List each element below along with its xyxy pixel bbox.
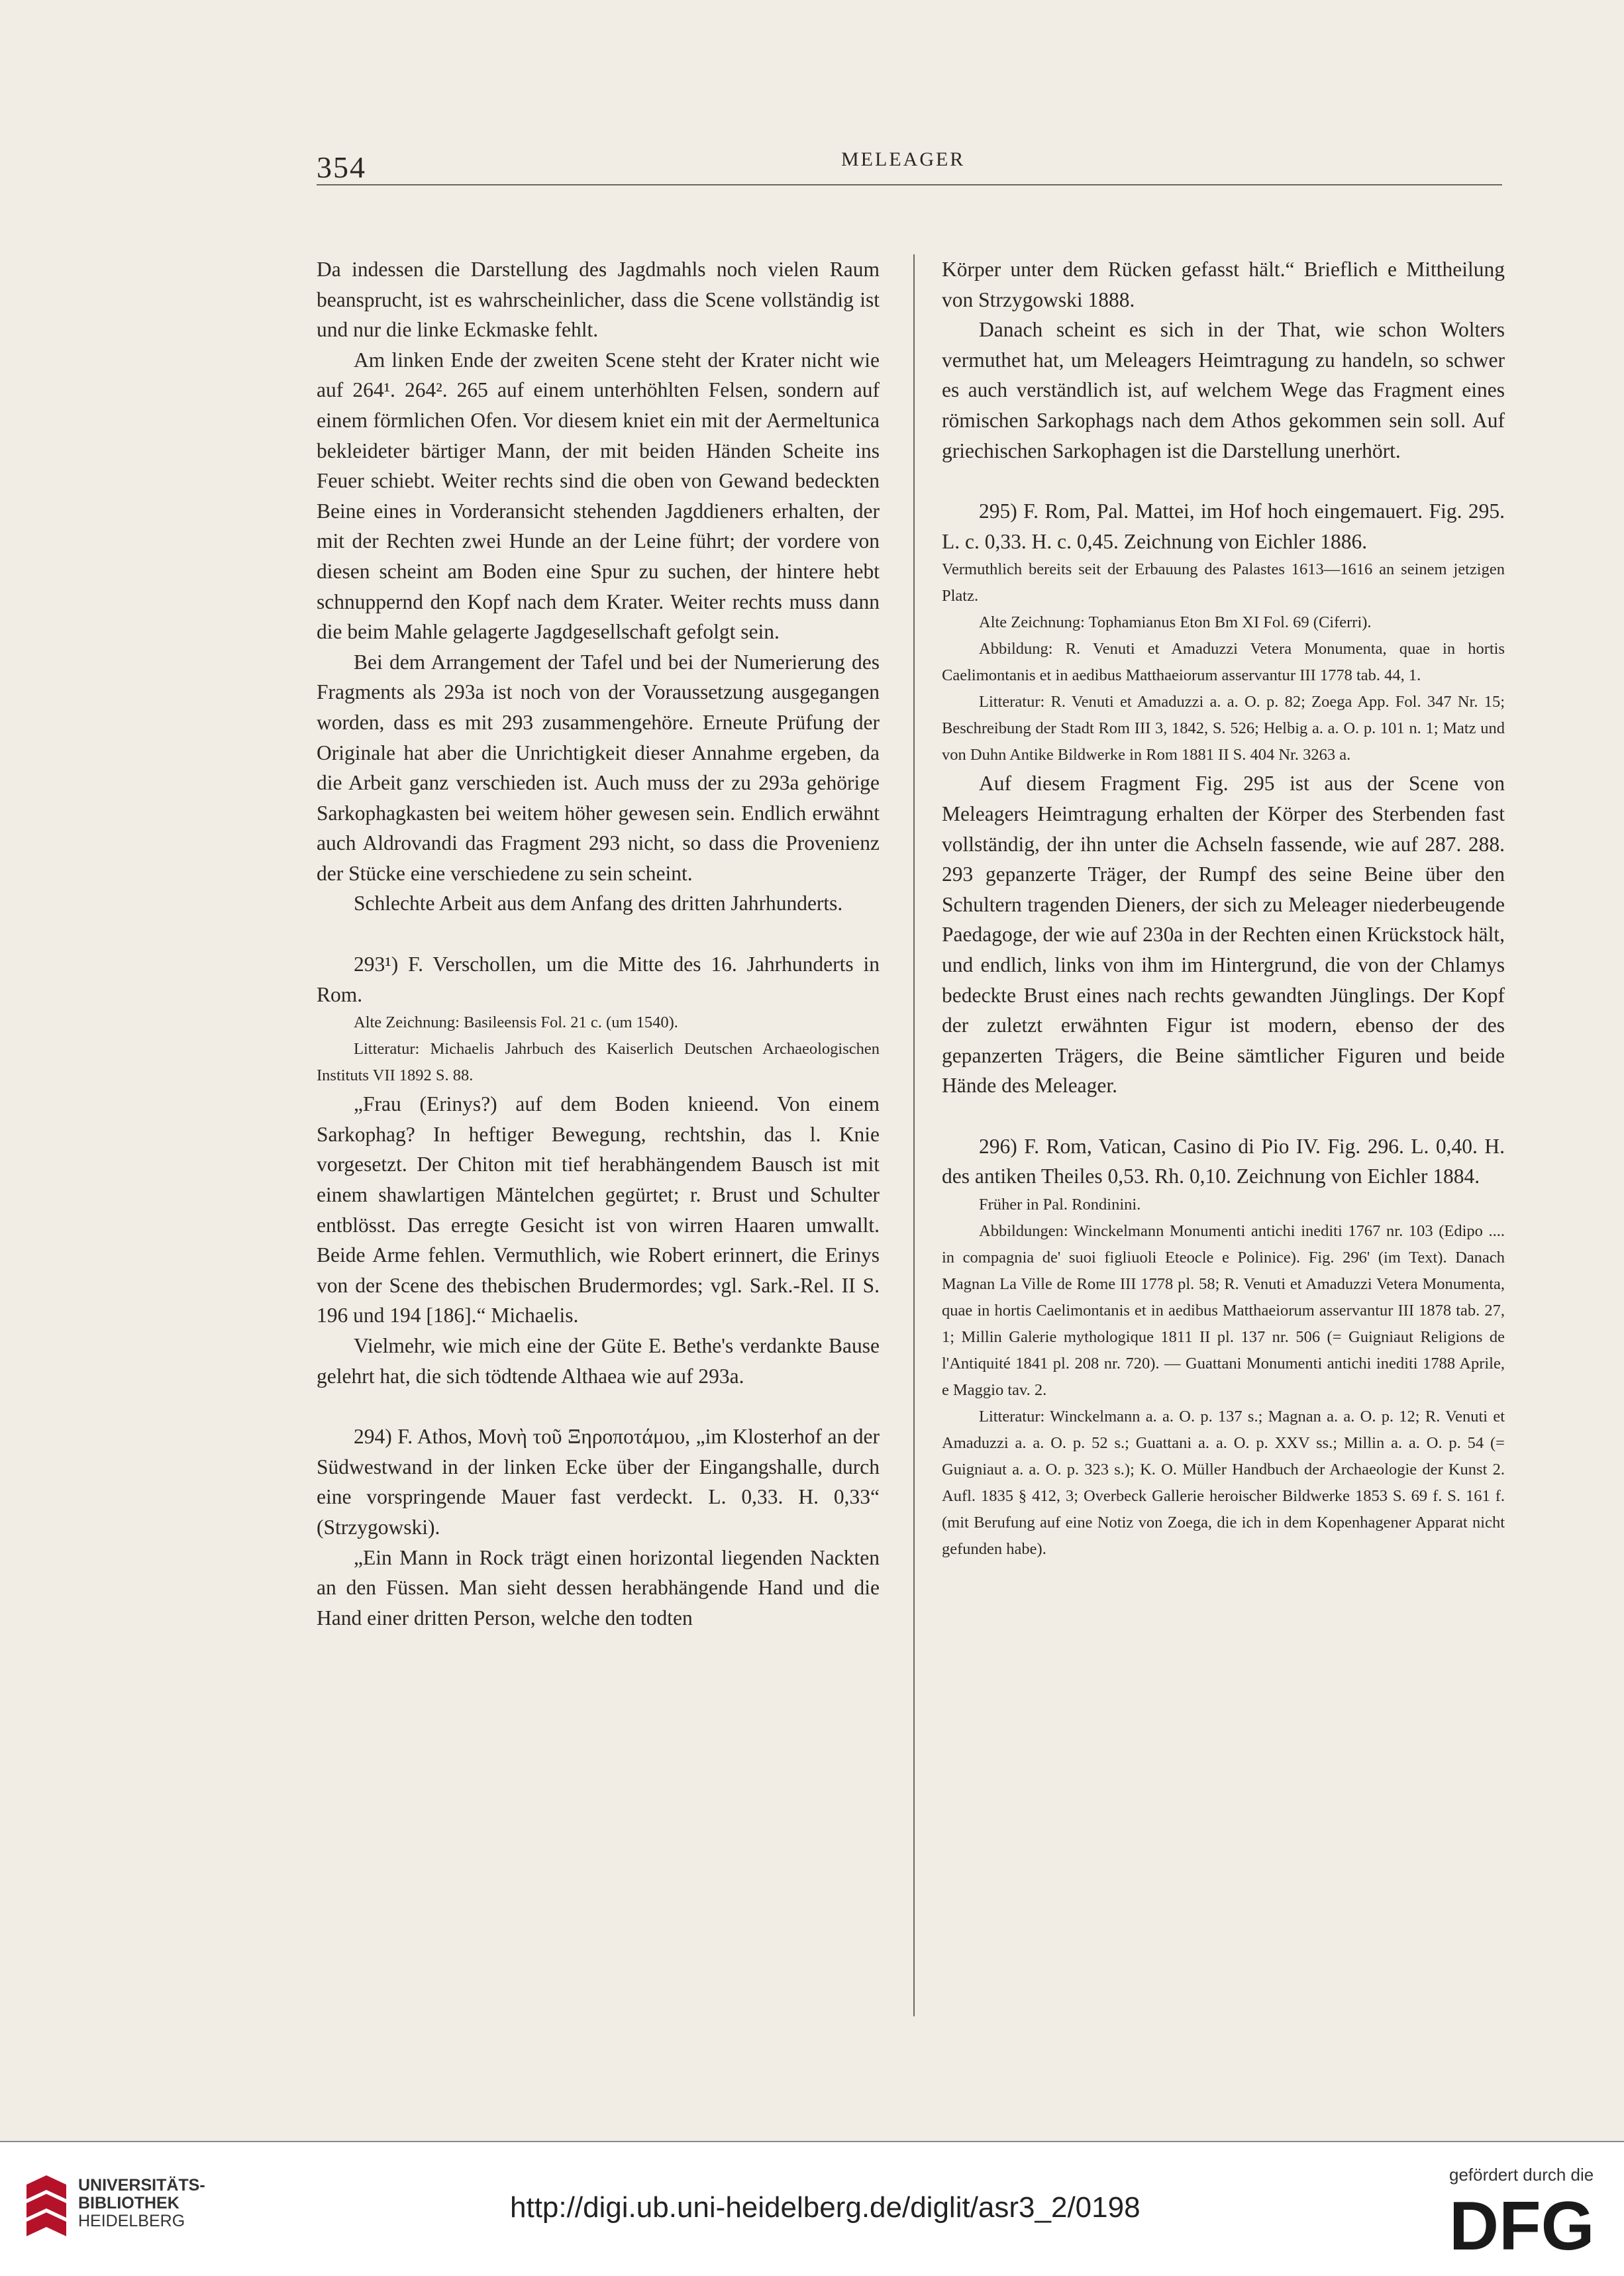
entry-295-description: Auf diesem Fragment Fig. 295 ist aus der Scene von Meleagers Heimtragung erhalten der Körper des Sterbenden fast vollständig, der ihn unter die Achseln fassende, wie auf 287. 288. 293 gepanzerte Träger, der Rumpf des seine Beine über den Schultern tragenden Dieners, der sich zu Meleager niederbeugende Paedagoge, der wie auf 230a in der Rechten einen Krückstock hält, und endlich, links von ihm im Hintergrund, die von der Chlamys bedeckte Brust eines nach rechts gewandten Jünglings. Der Kopf der zuletzt erwähnten Figur ist modern, ebenso der des gepanzerten Trägers, die Beine sämtlicher Figuren und beide Hände des Meleager.	[942, 772, 1505, 1098]
funding-caption: gefördert durch die	[1449, 2165, 1594, 2185]
right-column	[942, 254, 1505, 1563]
entry-294-heading: 294) F. Athos, Μονὴ τοῦ Ξηροποτάμου, „im Klosterhof an der Südwestwand in der linken Ecke über der Eingangshalle, durch eine vorspringende Mauer fast verdeckt. L. 0,33. H. 0,33“ (Strzygowski).	[317, 1425, 880, 1539]
page-number: 354	[317, 150, 366, 184]
entry-295-heading: 295) F. Rom, Pal. Mattei, im Hof hoch eingemauert. Fig. 295. L. c. 0,33. H. c. 0,45. Zeichnung von Eichler 1886.	[942, 499, 1505, 553]
source-url-link[interactable]: http://digi.ub.uni-heidelberg.de/diglit/asr3_2/0198	[510, 2191, 1141, 2224]
left-paragraph-2: Am linken Ende der zweiten Scene steht der Krater nicht wie auf 264¹. 264². 265 auf einem unterhöhlten Felsen, sondern auf einem förmlichen Ofen. Vor diesem kniet ein mit der Aermeltunica bekleideter bärtiger Mann, der mit beiden Händen Scheite ins Feuer schiebt. Weiter rechts sind die oben von Gewand bedeckten Beine eines in Vorderansicht stehenden Jagddieners erhalten, der mit der Rechten zwei Hunde an der Leine führt; der vordere von diesen scheint am Boden eine Spur zu suchen, der hintere hebt schnuppernd den Kopf nach dem Krater. Weiter rechts muss dann die beim Mahle gelagerte Jagdgesellschaft gefolgt sein.	[317, 348, 880, 644]
entry-296-heading: 296) F. Rom, Vatican, Casino di Pio IV. Fig. 296. L. 0,40. H. des antiken Theiles 0,53. Rh. 0,10. Zeichnung von Eichler 1884.	[942, 1134, 1505, 1188]
left-column	[317, 254, 880, 1633]
entry-295-provenance: Vermuthlich bereits seit der Erbauung des Palastes 1613—1616 an seinem jetzigen Platz.	[942, 560, 1505, 605]
left-paragraph-1: Da indessen die Darstellung des Jagdmahls noch vielen Raum beansprucht, ist es wahrscheinlicher, dass die Scene vollständig ist und nur die linke Eckmaske fehlt.	[317, 258, 880, 342]
entry-296-illustrations: Abbildungen: Winckelmann Monumenti antichi inediti 1767 nr. 103 (Edipo .... in compagnia de' suoi figliuoli Eteocle e Polinice). Fig. 296' (im Text). Danach Magnan La Ville de Rome III 1778 pl. 58; R. Venuti et Amaduzzi Vetera Monumenta, quae in hortis Caelimontanis et in aedibus Matthaeiorum asservantur III 1878 tab. 27, 1; Millin Galerie mythologique 1811 II pl. 137 nr. 506 (= Guigniaut Religions de l'Antiquité 1841 pl. 208 nr. 720). — Guattani Monumenti antichi inediti 1788 Aprile, e Maggio tav. 2.	[942, 1222, 1505, 1400]
entry-293-1-literature: Litteratur: Michaelis Jahrbuch des Kaiserlich Deutschen Archaeologischen Instituts VII 1892 S. 88.	[317, 1040, 880, 1085]
entry-296-literature: Litteratur: Winckelmann a. a. O. p. 137 s.; Magnan a. a. O. p. 12; R. Venuti et Amaduzzi a. a. O. p. 52 s.; Guattani a. a. O. p. XXV ss.; Millin a. a. O. p. 54 (= Guigniaut a. a. O. p. 323 s.); K. O. Müller Handbuch der Archaeologie der Kunst 2. Aufl. 1835 § 412, 3; Overbeck Gallerie heroischer Bildwerke 1853 S. 69 f. S. 161 f. (mit Berufung auf eine Notiz von Zoega, die ich in dem Kopenhagener Apparat nicht gefunden habe).	[942, 1408, 1505, 1559]
university-library-logo-icon	[17, 2173, 70, 2239]
dfg-logo-icon	[1446, 2190, 1609, 2256]
running-title: MELEAGER	[841, 148, 966, 170]
left-paragraph-3: Bei dem Arrangement der Tafel und bei der Numerierung des Fragments als 293a ist noch von der Voraussetzung ausgegangen worden, dass es mit 293 zusammengehöre. Erneute Prüfung der Originale hat aber die Unrichtigkeit dieser Annahme ergeben, da die Arbeit ganz verschieden ist. Auch muss der zu 293a gehörige Sarkophagkasten bei weitem höher gewesen sein. Endlich erwähnt auch Aldrovandi das Fragment 293 nicht, so dass die Provenienz der Stücke eine verschiedene zu sein scheint.	[317, 650, 880, 885]
column-divider	[913, 254, 915, 2016]
entry-293-1-drawing: Alte Zeichnung: Basileensis Fol. 21 c. (um 1540).	[354, 1013, 678, 1032]
entry-293-1-heading: 293¹) F. Verschollen, um die Mitte des 16. Jahrhunderts in Rom.	[317, 953, 880, 1006]
entry-295-literature: Litteratur: R. Venuti et Amaduzzi a. a. O. p. 82; Zoega App. Fol. 347 Nr. 15; Beschreibung der Stadt Rom III 3, 1842, S. 526; Helbig a. a. O. p. 101 n. 1; Matz und von Duhn Antike Bildwerke in Rom 1881 II S. 404 Nr. 3263 a.	[942, 693, 1505, 764]
entry-293-1-quote: „Frau (Erinys?) auf dem Boden knieend. Von einem Sarkophag? In heftiger Bewegung, rechtshin, das l. Knie vorgesetzt. Der Chiton mit tief herabhängendem Bausch ist mit einem shawlartigen Mäntelchen gegürtet; r. Brust und Schulter entblösst. Das erregte Gesicht ist von wirren Haaren umwallt. Beide Arme fehlen. Vermuthlich, wie Robert erinnert, die Erinys von der Scene des thebischen Brudermordes; vgl. Sark.-Rel. II S. 196 und 194 [186].“ Michaelis.	[317, 1092, 880, 1327]
university-library-name: UNIVERSITÄTS- BIBLIOTHEK HEIDELBERG	[78, 2176, 205, 2230]
entry-295-illustration: Abbildung: R. Venuti et Amaduzzi Vetera Monumenta, quae in hortis Caelimontanis et in aedibus Matthaeiorum asservantur III 1778 tab. 44, 1.	[942, 640, 1505, 685]
header-rule	[317, 184, 1502, 185]
left-paragraph-4: Schlechte Arbeit aus dem Anfang des dritten Jahrhunderts.	[354, 892, 843, 915]
right-paragraph-1: Körper unter dem Rücken gefasst hält.“ Brieflich e Mittheilung von Strzygowski 1888.	[942, 258, 1505, 311]
footer-bar	[0, 2142, 1624, 2276]
entry-293-1-comment: Vielmehr, wie mich eine der Güte E. Bethe's verdankte Bause gelehrt hat, die sich tödtende Althaea wie auf 293a.	[317, 1334, 880, 1388]
entry-295-drawing: Alte Zeichnung: Tophamianus Eton Bm XI Fol. 69 (Ciferri).	[979, 613, 1372, 632]
entry-294-quote: „Ein Mann in Rock trägt einen horizontal liegenden Nackten an den Füssen. Man sieht dessen herabhängende Hand und die Hand einer dritten Person, welche den todten	[317, 1545, 880, 1629]
right-paragraph-2: Danach scheint es sich in der That, wie schon Wolters vermuthet hat, um Meleagers Heimtragung zu handeln, so schwer es auch verständlich ist, auf welchem Wege das Fragment eines römischen Sarkophags nach dem Athos gekommen sein soll. Auf griechischen Sarkophagen ist die Darstellung unerhört.	[942, 318, 1505, 462]
entry-296-provenance: Früher in Pal. Rondinini.	[979, 1196, 1141, 1214]
svg-text:DFG: DFG	[1449, 2190, 1595, 2256]
